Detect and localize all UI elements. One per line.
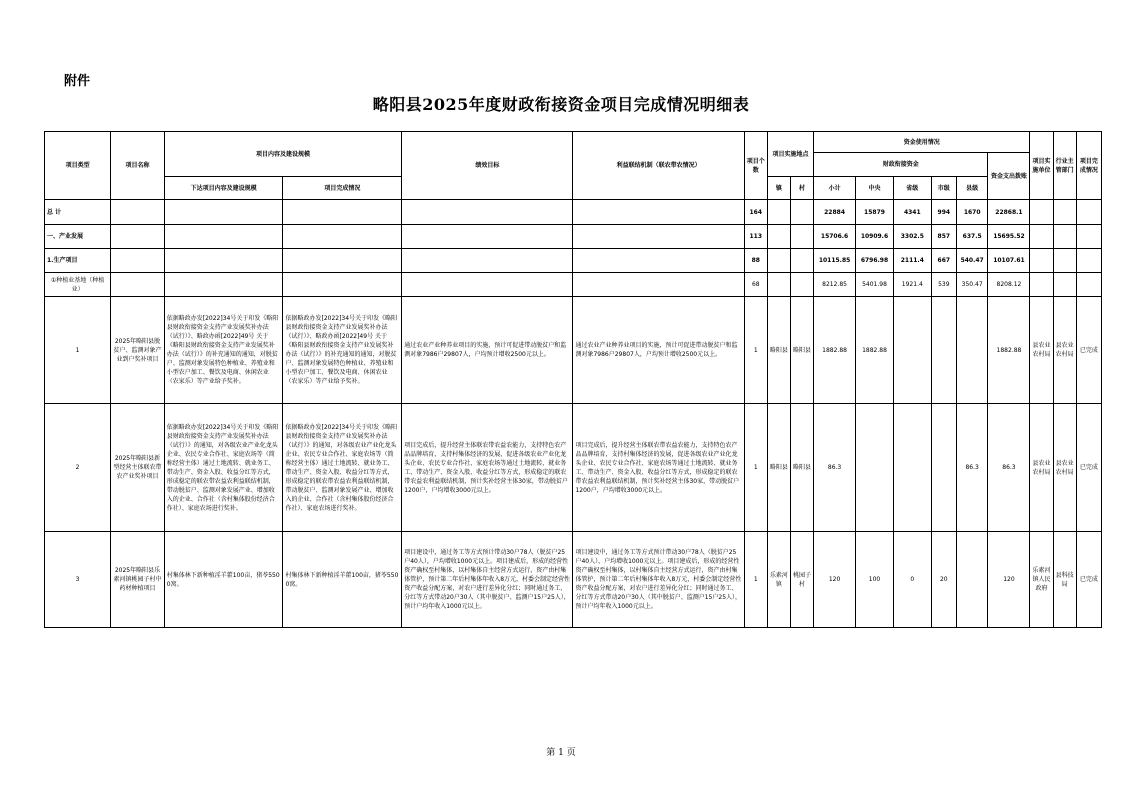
summary-row	[45, 225, 1102, 249]
summary-county: 637.5	[956, 225, 988, 249]
project-town: 略阳县	[767, 297, 790, 404]
project-village: 略阳县	[790, 404, 813, 532]
project-county	[956, 532, 988, 628]
header-county: 县级	[956, 177, 988, 200]
page-title: 略阳县2025年度财政衔接资金项目完成情况明细表	[372, 95, 750, 114]
table-row	[45, 532, 1102, 628]
summary-subtotal: 8212.85	[814, 273, 856, 297]
project-name: 2025年略阳县乐素河镇桃园子村中药材种植项目	[111, 532, 165, 628]
header-content-done: 项目完成情况	[283, 177, 402, 200]
project-count: 1	[744, 532, 767, 628]
summary-subtotal: 15706.6	[814, 225, 856, 249]
header-funds: 资金使用情况	[814, 132, 1030, 153]
project-done: 村集体林下新种植淫羊藿100亩，猪苓5500窝。	[283, 532, 402, 628]
summary-county: 350.47	[956, 273, 988, 297]
summary-subtotal: 10115.85	[814, 249, 856, 273]
header-count: 项目个数	[744, 132, 767, 200]
project-benefit: 通过农业产业种养业项目的实施，预计可促进带动脱贫户和监测对象7986户29807人，户均预计增收2500元以上。	[573, 297, 744, 404]
header-unit: 项目实施单位	[1030, 132, 1053, 200]
table-row	[45, 404, 1102, 532]
summary-row	[45, 273, 1102, 297]
project-dept: 县农业农村局	[1053, 404, 1076, 532]
project-city: 20	[931, 532, 956, 628]
summary-label: 总 计	[45, 200, 111, 225]
summary-count: 164	[744, 200, 767, 225]
summary-county: 1670	[956, 200, 988, 225]
project-city	[931, 404, 956, 532]
project-no: 1	[45, 297, 111, 404]
project-dept: 县科技局	[1053, 532, 1076, 628]
project-done: 依据略政办发[2022]34号关于印发《略阳县财政衔接资金支持产业发展奖补办法（试行）》、略政办函[2022]49号 关于 《略阳县财政衔接资金支持产业发展奖补办法（试行）》的补充通知的通知，对脱贫户、监测对象发展特色种植业、养殖业和小型农户加工、餐饮及电商、休闲农业（农家乐）等产业给予奖补。	[283, 297, 402, 404]
header-province: 省级	[893, 177, 931, 200]
project-no: 3	[45, 532, 111, 628]
project-paid: 1882.88	[988, 297, 1030, 404]
project-province	[893, 404, 931, 532]
project-subtotal: 120	[814, 532, 856, 628]
project-dept: 县农业农村局	[1053, 297, 1076, 404]
summary-province: 3302.5	[893, 225, 931, 249]
project-name: 2025年略阳县新型经营主体联农带农产业奖补项目	[111, 404, 165, 532]
summary-central: 5401.98	[856, 273, 894, 297]
summary-subtotal: 22884	[814, 200, 856, 225]
summary-central: 15879	[856, 200, 894, 225]
project-village: 桃园子村	[790, 532, 813, 628]
page-number: 第 1 页	[546, 748, 576, 758]
project-town: 略阳县	[767, 404, 790, 532]
summary-province: 4341	[893, 200, 931, 225]
summary-row	[45, 200, 1102, 225]
project-central	[856, 404, 894, 532]
summary-label: 一、产业发展	[45, 225, 111, 249]
summary-city: 539	[931, 273, 956, 297]
project-count: 1	[744, 297, 767, 404]
project-central: 1882.88	[856, 297, 894, 404]
project-village: 略阳县	[790, 297, 813, 404]
project-county	[956, 297, 988, 404]
project-status: 已完成	[1076, 297, 1101, 404]
project-subtotal: 86.3	[814, 404, 856, 532]
header-performance: 绩效目标	[402, 132, 573, 200]
project-benefit: 项目建设中，通过务工等方式预计带动30户78人（脱贫户25户40人），户均增收1000元以上。项目建成后，形成的经营性资产确权至村集体，以村集体自主经营方式运行，资产由村集体管护，预计第二年后村集体年收入8万元，村委会制定经营性资产收益分配方案，对农户进行差异化分红；同时通过务工、分红等方式带动20户30人（其中脱贫户、监测户15户25人），预计户均年收入1000元以上。	[573, 532, 744, 628]
project-performance: 通过农业产业种养业项目的实施，预计可促进带动脱贫户和监测对象7986户29807人，户均预计增收2500元以上。	[402, 297, 573, 404]
project-no: 2	[45, 404, 111, 532]
summary-paid: 8208.12	[988, 273, 1030, 297]
project-subtotal: 1882.88	[814, 297, 856, 404]
summary-province: 1921.4	[893, 273, 931, 297]
header-content-plan: 下达项目内容及建设规模	[164, 177, 283, 200]
summary-city: 667	[931, 249, 956, 273]
header-status: 项目完成情况	[1076, 132, 1101, 200]
project-status: 已完成	[1076, 404, 1101, 532]
summary-central: 6796.98	[856, 249, 894, 273]
project-plan: 村集体林下新种植淫羊藿100亩，猪苓5500窝。	[164, 532, 283, 628]
header-fiscal: 财政衔接资金	[814, 153, 988, 177]
project-province: 0	[893, 532, 931, 628]
project-performance: 项目完成后，提升经营主体联农带农益农能力，支持特色农产品品牌培育，支持村集体经济的发展，促进各级农业产业化龙头企业、农民专业合作社、家庭农场等通过土地流转、就业务工、带动生产、资金入股、收益分红等方式，形成稳定的联农带农益农利益联结机制，预计奖补经营主体30家，带动脱贫户1200户，户均增收3000元以上。	[402, 404, 573, 532]
header-type: 项目类型	[45, 132, 111, 200]
summary-count: 113	[744, 225, 767, 249]
project-city	[931, 297, 956, 404]
summary-province: 2111.4	[893, 249, 931, 273]
project-status: 已完成	[1076, 532, 1101, 628]
project-plan: 依据略政办发[2022]34号关于印发《略阳县财政衔接资金支持产业发展奖补办法（试行）》的通知，对各级农业产业化龙头企业、农民专业合作社、家庭农场等（简称经营主体）通过土地流转、就业务工、带动生产、资金入股、收益分红等方式，形成稳定的联农带农益农利益联结机制，带动脱贫户、监测对象发展产业、增加收入的企业、合作社（含村集体股份经济合作社）、家庭农场进行奖补。	[164, 404, 283, 532]
summary-paid: 10107.61	[988, 249, 1030, 273]
project-unit: 县农业农村局	[1030, 404, 1053, 532]
project-plan: 依据略政办发[2022]34号关于印发《略阳县财政衔接资金支持产业发展奖补办法（试行）》、略政办函[2022]49号 关于 《略阳县财政衔接资金支持产业发展奖补办法（试行）》的补充通知的通知，对脱贫户、监测对象发展特色种植业、养殖业和小型农户加工、餐饮及电商、休闲农业（农家乐）等产业给予奖补。	[164, 297, 283, 404]
project-name: 2025年略阳县脱贫户、监测对象产业到户奖补项目	[111, 297, 165, 404]
header-town: 镇	[767, 177, 790, 200]
header-paid: 资金支出拨账	[988, 153, 1030, 200]
header-subtotal: 小计	[814, 177, 856, 200]
summary-paid: 22868.1	[988, 200, 1030, 225]
project-central: 100	[856, 532, 894, 628]
summary-paid: 15695.52	[988, 225, 1030, 249]
header-location: 项目实施地点	[767, 132, 813, 177]
header-village: 村	[790, 177, 813, 200]
summary-label: ①种植业基地（种植业）	[45, 273, 111, 297]
header-dept: 行业主管部门	[1053, 132, 1076, 200]
project-count: 1	[744, 404, 767, 532]
summary-row	[45, 249, 1102, 273]
project-benefit: 项目完成后，提升经营主体联农带农益农能力，支持特色农产品品牌培育，支持村集体经济的发展，促进各级农业产业化龙头企业、农民专业合作社、家庭农场等通过土地流转、就业务工、带动生产、资金入股、收益分红等方式，形成稳定的联农带农益农利益联结机制，预计奖补经营主体30家，带动脱贫户1200户，户均增收3000元以上。	[573, 404, 744, 532]
header-central: 中央	[856, 177, 894, 200]
header-benefit: 利益联结机制（联农带农情况）	[573, 132, 744, 200]
summary-city: 857	[931, 225, 956, 249]
summary-count: 68	[744, 273, 767, 297]
summary-label: 1.生产项目	[45, 249, 111, 273]
summary-city: 994	[931, 200, 956, 225]
header-content: 项目内容及建设规模	[164, 132, 401, 177]
summary-central: 10909.6	[856, 225, 894, 249]
table-row	[45, 297, 1102, 404]
project-paid: 86.3	[988, 404, 1030, 532]
project-county: 86.3	[956, 404, 988, 532]
attachment-label: 附件	[64, 74, 91, 89]
header-name: 项目名称	[111, 132, 165, 200]
project-unit: 县农业农村局	[1030, 297, 1053, 404]
project-performance: 项目建设中，通过务工等方式预计带动30户78人（脱贫户25户40人），户均增收1000元以上。项目建成后，形成的经营性资产确权至村集体，以村集体自主经营方式运行，资产由村集体管护，预计第二年后村集体年收入8万元，村委会制定经营性资产收益分配方案，对农户进行差异化分红；同时通过务工、分红等方式带动20户30人（其中脱贫户、监测户15户25人），预计户均年收入1000元以上。	[402, 532, 573, 628]
summary-county: 540.47	[956, 249, 988, 273]
project-table	[44, 131, 1102, 628]
project-province	[893, 297, 931, 404]
project-unit: 乐素河镇人民政府	[1030, 532, 1053, 628]
project-paid: 120	[988, 532, 1030, 628]
header-city: 市级	[931, 177, 956, 200]
summary-count: 88	[744, 249, 767, 273]
project-done: 依据略政办发[2022]34号关于印发《略阳县财政衔接资金支持产业发展奖补办法（试行）》的通知，对各级农业产业化龙头企业、农民专业合作社、家庭农场等（简称经营主体）通过土地流转、就业务工、带动生产、资金入股、收益分红等方式，形成稳定的联农带农益农利益联结机制，带动脱贫户、监测对象发展产业、增加收入的企业、合作社（含村集体股份经济合作社）、家庭农场进行奖补。	[283, 404, 402, 532]
project-town: 乐素河镇	[767, 532, 790, 628]
